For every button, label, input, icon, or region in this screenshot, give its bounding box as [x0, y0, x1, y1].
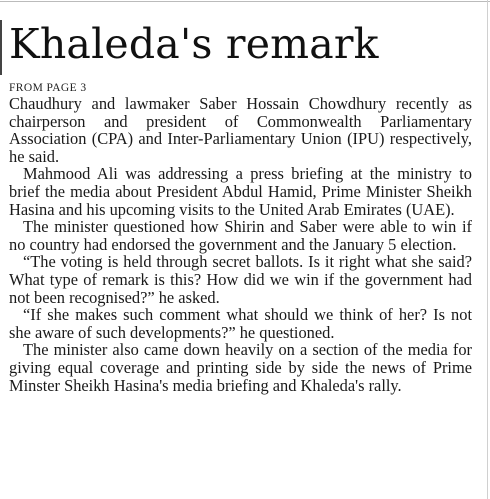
headline: Khaleda's remark	[9, 20, 379, 68]
paragraph: Mahmood Ali was addressing a press briefing at the ministry to brief the media about President Abdul Hamid, Prime Minister Sheikh Hasina and his upcoming visits to the United Arab Emirates (UAE).	[9, 164, 472, 219]
article-body	[9, 95, 472, 394]
headline-rule	[0, 20, 2, 75]
paragraph: “If she makes such comment what should we think of her? Is not she aware of such developments?” he questioned.	[9, 305, 472, 342]
paragraph: The minister questioned how Shirin and Saber were able to win if no country had endorsed the government and the January 5 election.	[9, 217, 472, 254]
jump-line: FROM PAGE 3	[9, 82, 87, 94]
paragraph: The minister also came down heavily on a section of the media for giving equal coverage and printing side by side the news of Prime Minster Sheikh Hasina's media briefing and Khaleda's rally.	[9, 340, 472, 395]
paragraph: Chaudhury and lawmaker Saber Hossain Chowdhury recently as chairperson and president of Commonwealth Parliamentary Association (CPA) and Inter-Parliamentary Union (IPU) respectively, he said.	[9, 94, 472, 166]
top-rule	[0, 1, 490, 2]
paragraph: “The voting is held through secret ballots. Is it right what she said? What type of remark is this? How did we win if the government had not been recognised?” he asked.	[9, 252, 472, 307]
column-rule	[487, 0, 488, 499]
